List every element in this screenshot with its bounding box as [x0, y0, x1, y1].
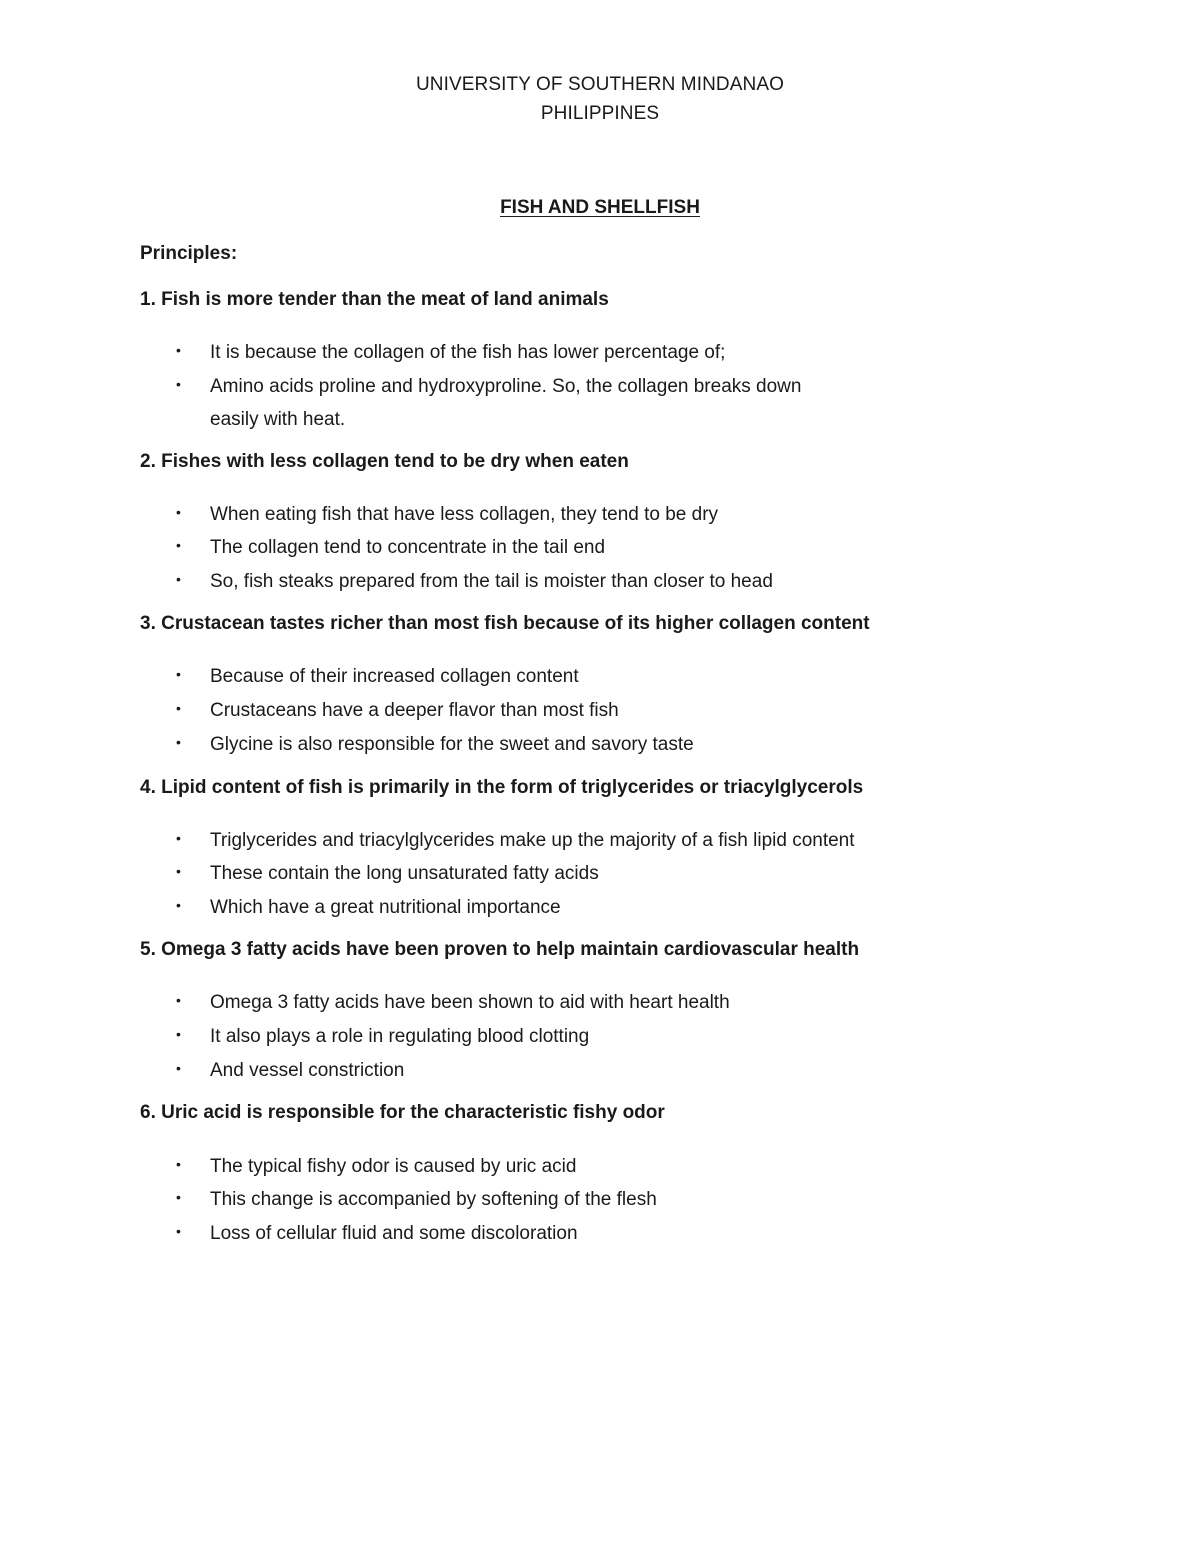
bullet-text: This change is accompanied by softening of the flesh	[210, 1189, 657, 1210]
principle-heading-4: 4. Lipid content of fish is primarily in the form of triglycerides or triacylglycerols	[140, 777, 864, 798]
principle-heading-3: 3. Crustacean tastes richer than most fish because of its higher collagen content	[140, 613, 870, 634]
bullet-text: It is because the collagen of the fish has lower percentage of;	[210, 342, 726, 363]
bullet-text: When eating fish that have less collagen, they tend to be dry	[210, 504, 719, 525]
bullet-text: So, fish steaks prepared from the tail is moister than closer to head	[210, 571, 773, 592]
bullet-icon: •	[176, 342, 181, 358]
bullet-text: These contain the long unsaturated fatty acids	[210, 863, 599, 884]
bullet-text: Amino acids proline and hydroxyproline. So, the collagen breaks down easily with heat.	[210, 376, 802, 430]
principle-heading-2: 2. Fishes with less collagen tend to be dry when eaten	[140, 451, 629, 472]
bullet-icon: •	[176, 1026, 181, 1042]
bullet-icon: •	[176, 1189, 181, 1205]
bullet-text: And vessel constriction	[210, 1060, 405, 1081]
principle-heading-5: 5. Omega 3 fatty acids have been proven to help maintain cardiovascular health	[140, 939, 860, 960]
bullet-icon: •	[176, 376, 181, 392]
bullet-icon: •	[176, 1156, 181, 1172]
bullet-icon: •	[176, 830, 181, 846]
bullet-icon: •	[176, 571, 181, 587]
bullet-text: Loss of cellular fluid and some discoloration	[210, 1223, 578, 1244]
document-title: FISH AND SHELLFISH	[500, 197, 700, 218]
country-name: PHILIPPINES	[540, 103, 660, 124]
bullet-text: The collagen tend to concentrate in the tail end	[210, 537, 606, 558]
principles-label: Principles:	[140, 243, 238, 264]
bullet-icon: •	[176, 504, 181, 520]
bullet-text: Because of their increased collagen content	[210, 666, 579, 687]
bullet-icon: •	[176, 700, 181, 716]
bullet-text: The typical fishy odor is caused by uric acid	[210, 1156, 577, 1177]
bullet-icon: •	[176, 537, 181, 553]
bullet-text: It also plays a role in regulating blood clotting	[210, 1026, 590, 1047]
bullet-text: Which have a great nutritional importance	[210, 897, 561, 918]
bullet-icon: •	[176, 863, 181, 879]
principle-heading-6: 6. Uric acid is responsible for the characteristic fishy odor	[140, 1102, 665, 1123]
bullet-text: Triglycerides and triacylglycerides make up the majority of a fish lipid content	[210, 830, 855, 851]
bullet-text: Crustaceans have a deeper flavor than most fish	[210, 700, 619, 721]
bullet-text: Omega 3 fatty acids have been shown to aid with heart health	[210, 992, 730, 1013]
bullet-icon: •	[176, 734, 181, 750]
bullet-icon: •	[176, 897, 181, 913]
university-name: UNIVERSITY OF SOUTHERN MINDANAO	[415, 74, 784, 95]
bullet-icon: •	[176, 666, 181, 682]
bullet-icon: •	[176, 992, 181, 1008]
bullet-text: Glycine is also responsible for the sweet and savory taste	[210, 734, 694, 755]
bullet-icon: •	[176, 1060, 181, 1076]
principle-heading-1: 1. Fish is more tender than the meat of land animals	[140, 289, 609, 310]
bullet-icon: •	[176, 1223, 181, 1239]
